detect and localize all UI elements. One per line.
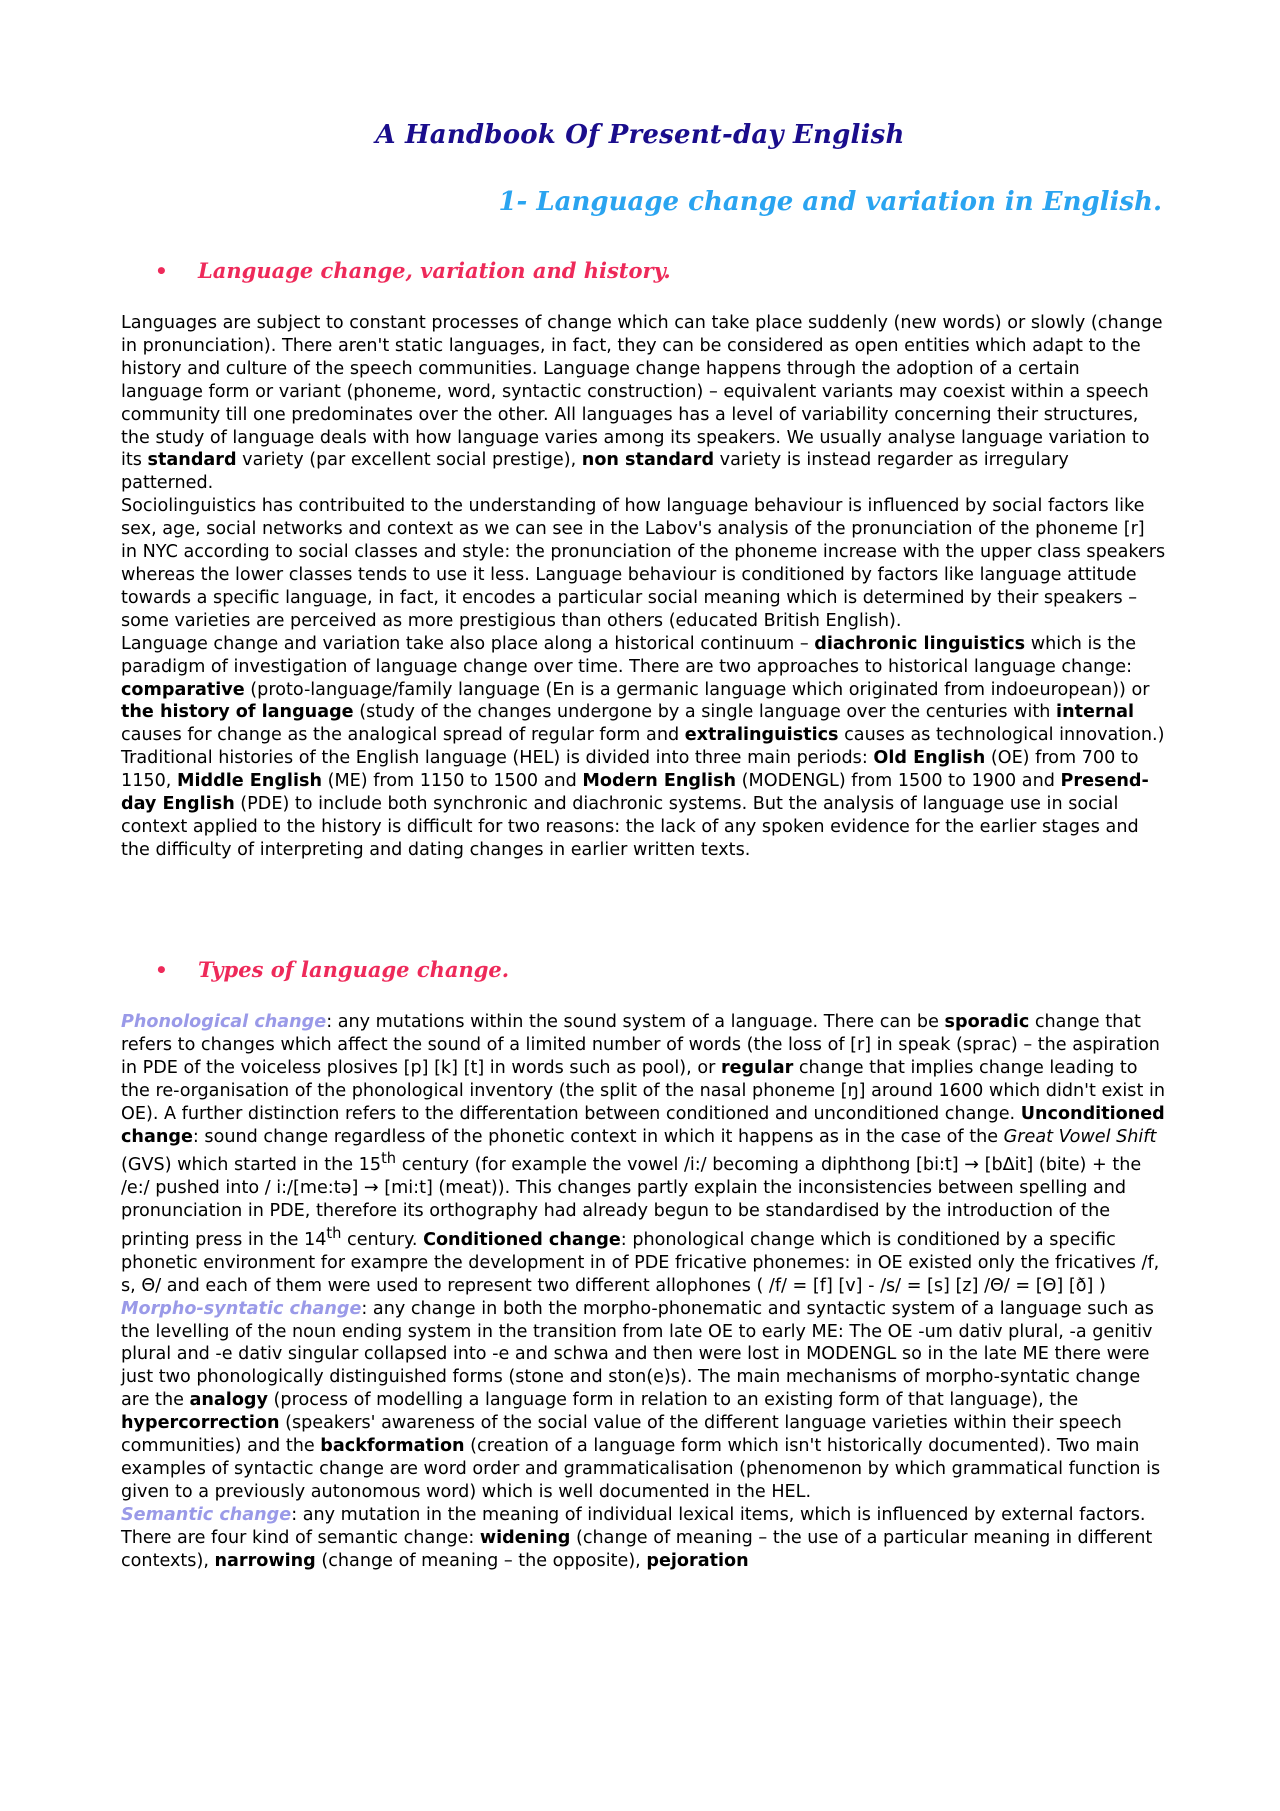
bold-term: Old English <box>873 748 986 769</box>
text-run: century (for example the vowel /i:/ becoming a diphthong [bi:t] → [bΔit] (bite) + the /e:/ pushed into / i:/[me:tə] → [mi:t] (meat)). This changes partly explain the inconsistencies between spelling and pronunciation in PDE, therefore its orthography had already begun to be standardised by the introduction of the printing press in the 14 <box>121 1155 1142 1250</box>
paragraph <box>121 633 1166 748</box>
text-run: (process of modelling a language form in relation to an existing form of that language), the <box>267 1390 1079 1411</box>
text-run: : any mutation in the meaning of individual lexical items, which is influenced by external factors. There are four kind of semantic change: <box>121 1504 1146 1548</box>
bullet-icon: • <box>155 258 168 283</box>
bold-term: Presend-day English <box>121 771 1149 815</box>
section-heading-text: Types of language change. <box>198 957 510 982</box>
paragraph <box>121 1011 1166 1298</box>
paragraph <box>121 1504 1166 1573</box>
section-body-types-of-change <box>121 1011 1166 1572</box>
bold-term: pejoration <box>646 1550 749 1571</box>
text-run: (speakers' awareness of the social value of the different language varieties within their speech communities) and the <box>121 1413 1122 1457</box>
text-run: : phonological change which is conditioned by a specific phonetic environment for exampre the development in of PDE fricative phonemes: in OE existed only the fricatives /f, s, Θ/ and each of them were used to represent two different allophones ( /f/ = [f] [v] - /s/ = [s] [z] /Θ/ = [Θ] [ð] ) <box>121 1229 1160 1296</box>
bold-term: Middle English <box>176 771 322 792</box>
bold-term: extralinguistics <box>684 725 839 746</box>
paragraph <box>121 495 1166 632</box>
bold-term: internal <box>1056 702 1135 723</box>
text-run: (PDE) to include both synchronic and diachronic systems. But the analysis of language use in social context applied to the history is difficult for two reasons: the lack of any spoken evidence for the earlier stages and the difficulty of interpreting and dating changes in earlier written texts. <box>121 794 1139 860</box>
bold-term: regular <box>720 1057 794 1078</box>
text-run: change that refers to changes which affect the sound of a limited number of words (the loss of [r] in speak (sprac) – the aspiration in PDE of the voiceless plosives [p] [k] [t] in words such as pool), or <box>121 1012 1160 1078</box>
text-run: th <box>381 1150 397 1168</box>
text-run: (creation of a language form which isn't historically documented). Two main examples of syntactic change are word order and grammaticalisation (phenomenon by which grammatical function is given to a previously autonomous word) which is well documented in the HEL. <box>121 1436 1161 1502</box>
section-heading-text: Language change, variation and history. <box>198 258 671 283</box>
text-run: variety is instead regarder as irregulary patterned. <box>121 450 1069 494</box>
bold-term: backformation <box>320 1436 465 1457</box>
bold-term: Modern English <box>582 771 737 792</box>
text-run: (study of the changes undergone by a single language over the centuries with <box>353 702 1057 723</box>
term-label: Phonological change <box>121 1012 327 1032</box>
text-run: (GVS) which started in the 15 <box>121 1155 382 1176</box>
bold-term: analogy <box>189 1390 268 1411</box>
term-label: Morpho-syntatic change <box>121 1298 362 1319</box>
section-heading-types-of-change <box>155 957 509 982</box>
text-run: (OE) from 700 to 1150, <box>121 748 1139 792</box>
text-run: Languages are subject to constant processes of change which can take place suddenly (new words) or slowly (change in pronunciation). There aren't static languages, in fact, they can be considered as open entities which adapt to the history and culture of the speech communities. Language change happens through the adoption of a certain language form or variant (phoneme, word, syntactic construction) – equivalent variants may coexist within a speech community till one predominates over the other. All languages has a level of variability concerning their structures, the study of language deals with how language varies among its speakers. We usually analyse language variation to its <box>121 313 1163 471</box>
text-run: : any mutations within the sound system of a language. There can be <box>326 1012 945 1032</box>
bold-term: sporadic <box>944 1012 1030 1032</box>
bold-term: hypercorrection <box>121 1413 280 1434</box>
paragraph <box>121 747 1166 862</box>
bold-term: the history of language <box>121 702 354 723</box>
text-run: Language change and variation take also place along a historical continuum – <box>121 633 815 654</box>
document-title: A Handbook Of Present-day English <box>375 120 905 150</box>
bold-term: Unconditioned change <box>121 1103 1165 1147</box>
text-run: causes as technological innovation.) <box>838 725 1165 746</box>
text-run: which is the paradigm of investigation of language change over time. There are two approaches to historical language change: <box>121 633 1137 677</box>
section-body-language-change <box>121 312 1166 862</box>
text-run: (ME) from 1150 to 1500 and <box>321 771 583 792</box>
text-run: variety (par excellent social prestige), <box>236 450 582 471</box>
text-run: th <box>326 1225 342 1243</box>
bullet-icon: • <box>155 957 168 982</box>
bold-term: narrowing <box>214 1550 316 1571</box>
paragraph <box>121 312 1166 495</box>
text-run: (change of meaning – the opposite), <box>315 1550 647 1571</box>
paragraph <box>121 1298 1166 1504</box>
text-run: (MODENGL) from 1500 to 1900 and <box>736 771 1061 792</box>
text-run: : sound change regardless of the phonetic context in which it happens as in the case of the <box>192 1126 1004 1147</box>
text-run: change that implies change leading to the re-organisation of the phonological inventory (the split of the nasal phoneme [ŋ] around 1600 which didn't exist in OE). A further distinction refers to the differentation between conditioned and unconditioned change. <box>121 1057 1165 1124</box>
bold-term: widening <box>479 1527 571 1548</box>
bold-term: Conditioned change <box>423 1229 621 1250</box>
chapter-heading: 1- Language change and variation in English. <box>498 187 1162 217</box>
bold-term: standard <box>147 450 237 471</box>
text-run: century. <box>341 1229 424 1250</box>
text-run: (proto-language/family language (En is a germanic language which originated from indoeuropean)) or <box>244 679 1150 700</box>
section-heading-language-change <box>155 258 671 283</box>
term-label: Semantic change <box>121 1504 292 1525</box>
text-run: : any change in both the morpho-phonematic and syntactic system of a language such as the levelling of the noun ending system in the transition from late OE to early ME: The OE -um dativ plural, -a genitiv plural and -e dativ singular collapsed into -e and schwa and then were lost in MODENGL so in the late ME there were just two phonologically distinguished forms (stone and ston(e)s). The main mechanisms of morpho-syntatic change are the <box>121 1298 1154 1411</box>
text-run: Sociolinguistics has contribuited to the understanding of how language behaviour is influenced by social factors like sex, age, social networks and context as we can see in the Labov's analysis of the pronunciation of the phoneme [r] in NYC according to social classes and style: the pronunciation of the phoneme increase with the upper class speakers whereas the lower classes tends to use it less. Language behaviour is conditioned by factors like language attitude towards a specific language, in fact, it encodes a particular social meaning which is determined by their speakers – some varieties are perceived as more prestigious than others (educated British English). <box>121 496 1166 631</box>
text-run: Traditional histories of the English language (HEL) is divided into three main periods: <box>121 748 874 769</box>
text-run: Great Vowel Shift <box>1003 1126 1157 1147</box>
text-run: causes for change as the analogical spread of regular form and <box>121 725 685 746</box>
bold-term: diachronic linguistics <box>814 633 1026 654</box>
bold-term: non standard <box>581 450 715 471</box>
bold-term: comparative <box>121 679 245 700</box>
text-run: (change of meaning – the use of a particular meaning in different contexts), <box>121 1527 1153 1571</box>
